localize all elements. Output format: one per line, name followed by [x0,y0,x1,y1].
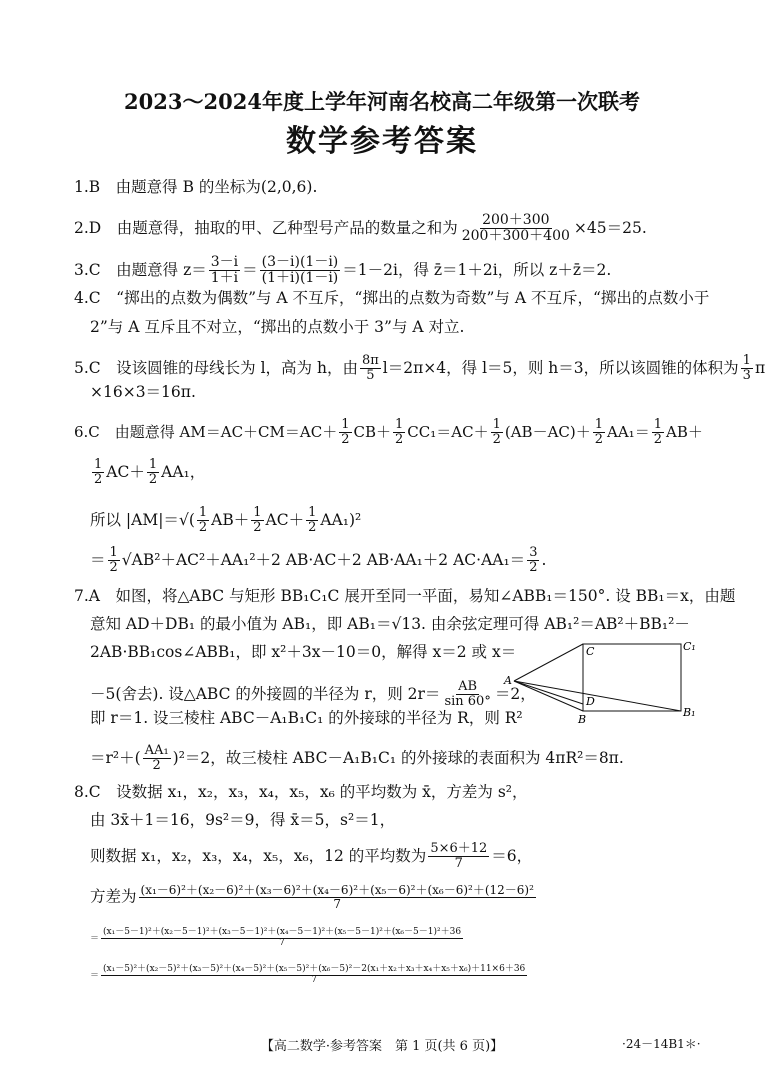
edge-ad [514,681,583,704]
answer-6-line4: ＝ $\frac{1}{2}$ √AB²＋AC²＋AA₁²＋2 AB·AC＋2 AB·AA₁＋2 AC·AA₁＝ $\frac{3}{2}$ . [90,545,547,576]
label-d: D [586,695,595,708]
answer-6-line2: $\frac{1}{2}$ AC＋ $\frac{1}{2}$ AA₁， [94,457,206,488]
page-title: 2023～2024年度上学年河南名校高二年级第一次联考 [124,89,640,114]
answer-2: 2.D 由题意得，抽取的甲、乙种型号产品的数量之和为 $\frac{200+300}{200+300+400}$ ×45＝25. [74,212,647,245]
answer-8-line6: ＝ (x₁－5)²＋(x₂－5)²＋(x₃－5)²＋(x₄－5)²＋(x₅－5)²＋(x₆－5)²－2(x₁＋x₂＋x₃＋x₄＋x₅＋x₆)＋11×6＋36 7 [90,964,526,985]
answer-5-line1: 5.C 设该圆锥的母线长为 l，高为 h，由 $\frac{8\pi}{5}$ l＝2π×4，得 l＝5，则 h＝3，所以该圆锥的体积为 $\frac{1}{3}$ π [74,353,765,384]
edge-ac [514,644,583,681]
label-c1: C₁ [683,640,696,653]
answer-8-line5: ＝ (x₁－5－1)²＋(x₂－5－1)²＋(x₃－5－1)²＋(x₄－5－1)²＋(x₅－5－1)²＋(x₆－5－1)²＋36 7 [90,927,462,948]
answer-7-line2: 意知 AD＋DB₁ 的最小值为 AB₁，即 AB₁＝√13. 由余弦定理可得 AB₁²＝AB²＋BB₁²－ [90,615,690,633]
answer-8-line4: 方差为 $\frac{\text{(x₁－6)²＋(x₂－6)²＋(x₃－6)²＋(x₄－6)²＋(x₅－6)²＋(x₆－6)²＋(12－6)²}}{7}$ [90,883,534,912]
answer-7-line4: －5(舍去). 设△ABC 的外接圆的半径为 r，则 2r＝ $\frac{AB}{\sin 60^\circ}$ ＝2， [90,679,536,710]
footer-page-info: 【高二数学·参考答案 第 1 页(共 6 页)】 [260,1039,504,1054]
answer-1: 1.B 由题意得 B 的坐标为(2,0,6). [74,178,318,196]
answer-7-line6: ＝r²＋( $\frac{\text{AA₁}}{2}$ )²＝2，故三棱柱 ABC－A₁B₁C₁ 的外接球的表面积为 4πR²＝8π. [90,743,624,774]
answer-5-line2: ×16×3＝16π. [90,383,196,401]
label-c: C [586,645,595,658]
answer-4-line1: 4.C “掷出的点数为偶数”与 A 不互斥，“掷出的点数为奇数”与 A 不互斥，“掷出的点数小于 [74,289,710,307]
geometry-figure [500,636,700,724]
answer-7-line1: 7.A 如图，将△ABC 与矩形 BB₁C₁C 展开至同一平面，易知∠ABB₁＝150°. 设 BB₁＝x，由题 [74,587,736,605]
label-b1: B₁ [683,706,696,719]
footer-code: ·24－14B1＊· [622,1037,701,1051]
label-b: B [578,713,587,726]
answer-6-line3: 所以 |AM|＝√( $\frac{1}{2}$ AB＋ $\frac{1}{2}$ AC＋ $\frac{1}{2}$ AA₁)² [90,505,362,536]
answer-7-line3: 2AB·BB₁cos∠ABB₁，即 x²＋3x－10＝0，解得 x＝2 或 x＝ [90,643,517,661]
answer-7-line5: 即 r＝1. 设三棱柱 ABC－A₁B₁C₁ 的外接球的半径为 R，则 R² [90,709,523,727]
answer-8-line2: 由 3x̄＋1＝16，9s²＝9，得 x̄＝5，s²＝1， [90,811,396,829]
edge-ab [514,681,583,711]
answer-6-line1: 6.C 由题意得 AM＝AC＋CM＝AC＋ $\frac{1}{2}$ CB＋ $\frac{1}{2}$ CC₁＝AC＋ $\frac{1}{2}$ (AB－AC)＋ $\frac{1}{2}$ AA₁＝ $\frac{1}{2}$ AB＋ [74,417,703,448]
label-a: A [504,674,512,687]
edge-ab1 [514,681,681,711]
answer-8-line1: 8.C 设数据 x₁，x₂，x₃，x₄，x₅，x₆ 的平均数为 x̄，方差为 s²， [74,783,528,801]
answer-3: 3.C 由题意得 z＝ $\frac{3-i}{1+i}$ ＝ $\frac{(3-i)(1-i)}{(1+i)(1-i)}$ ＝1－2i，得 z̄＝1＋2i，所以 z＋z̄＝2. [74,254,612,287]
answer-4-line2: 2”与 A 互斥且不对立，“掷出的点数小于 3”与 A 对立. [90,318,465,336]
answer-8-line3: 则数据 x₁，x₂，x₃，x₄，x₅，x₆，12 的平均数为 $\frac{5\times 6+12}{7}$ ＝6， [90,841,533,872]
page-subtitle: 数学参考答案 [286,124,478,159]
